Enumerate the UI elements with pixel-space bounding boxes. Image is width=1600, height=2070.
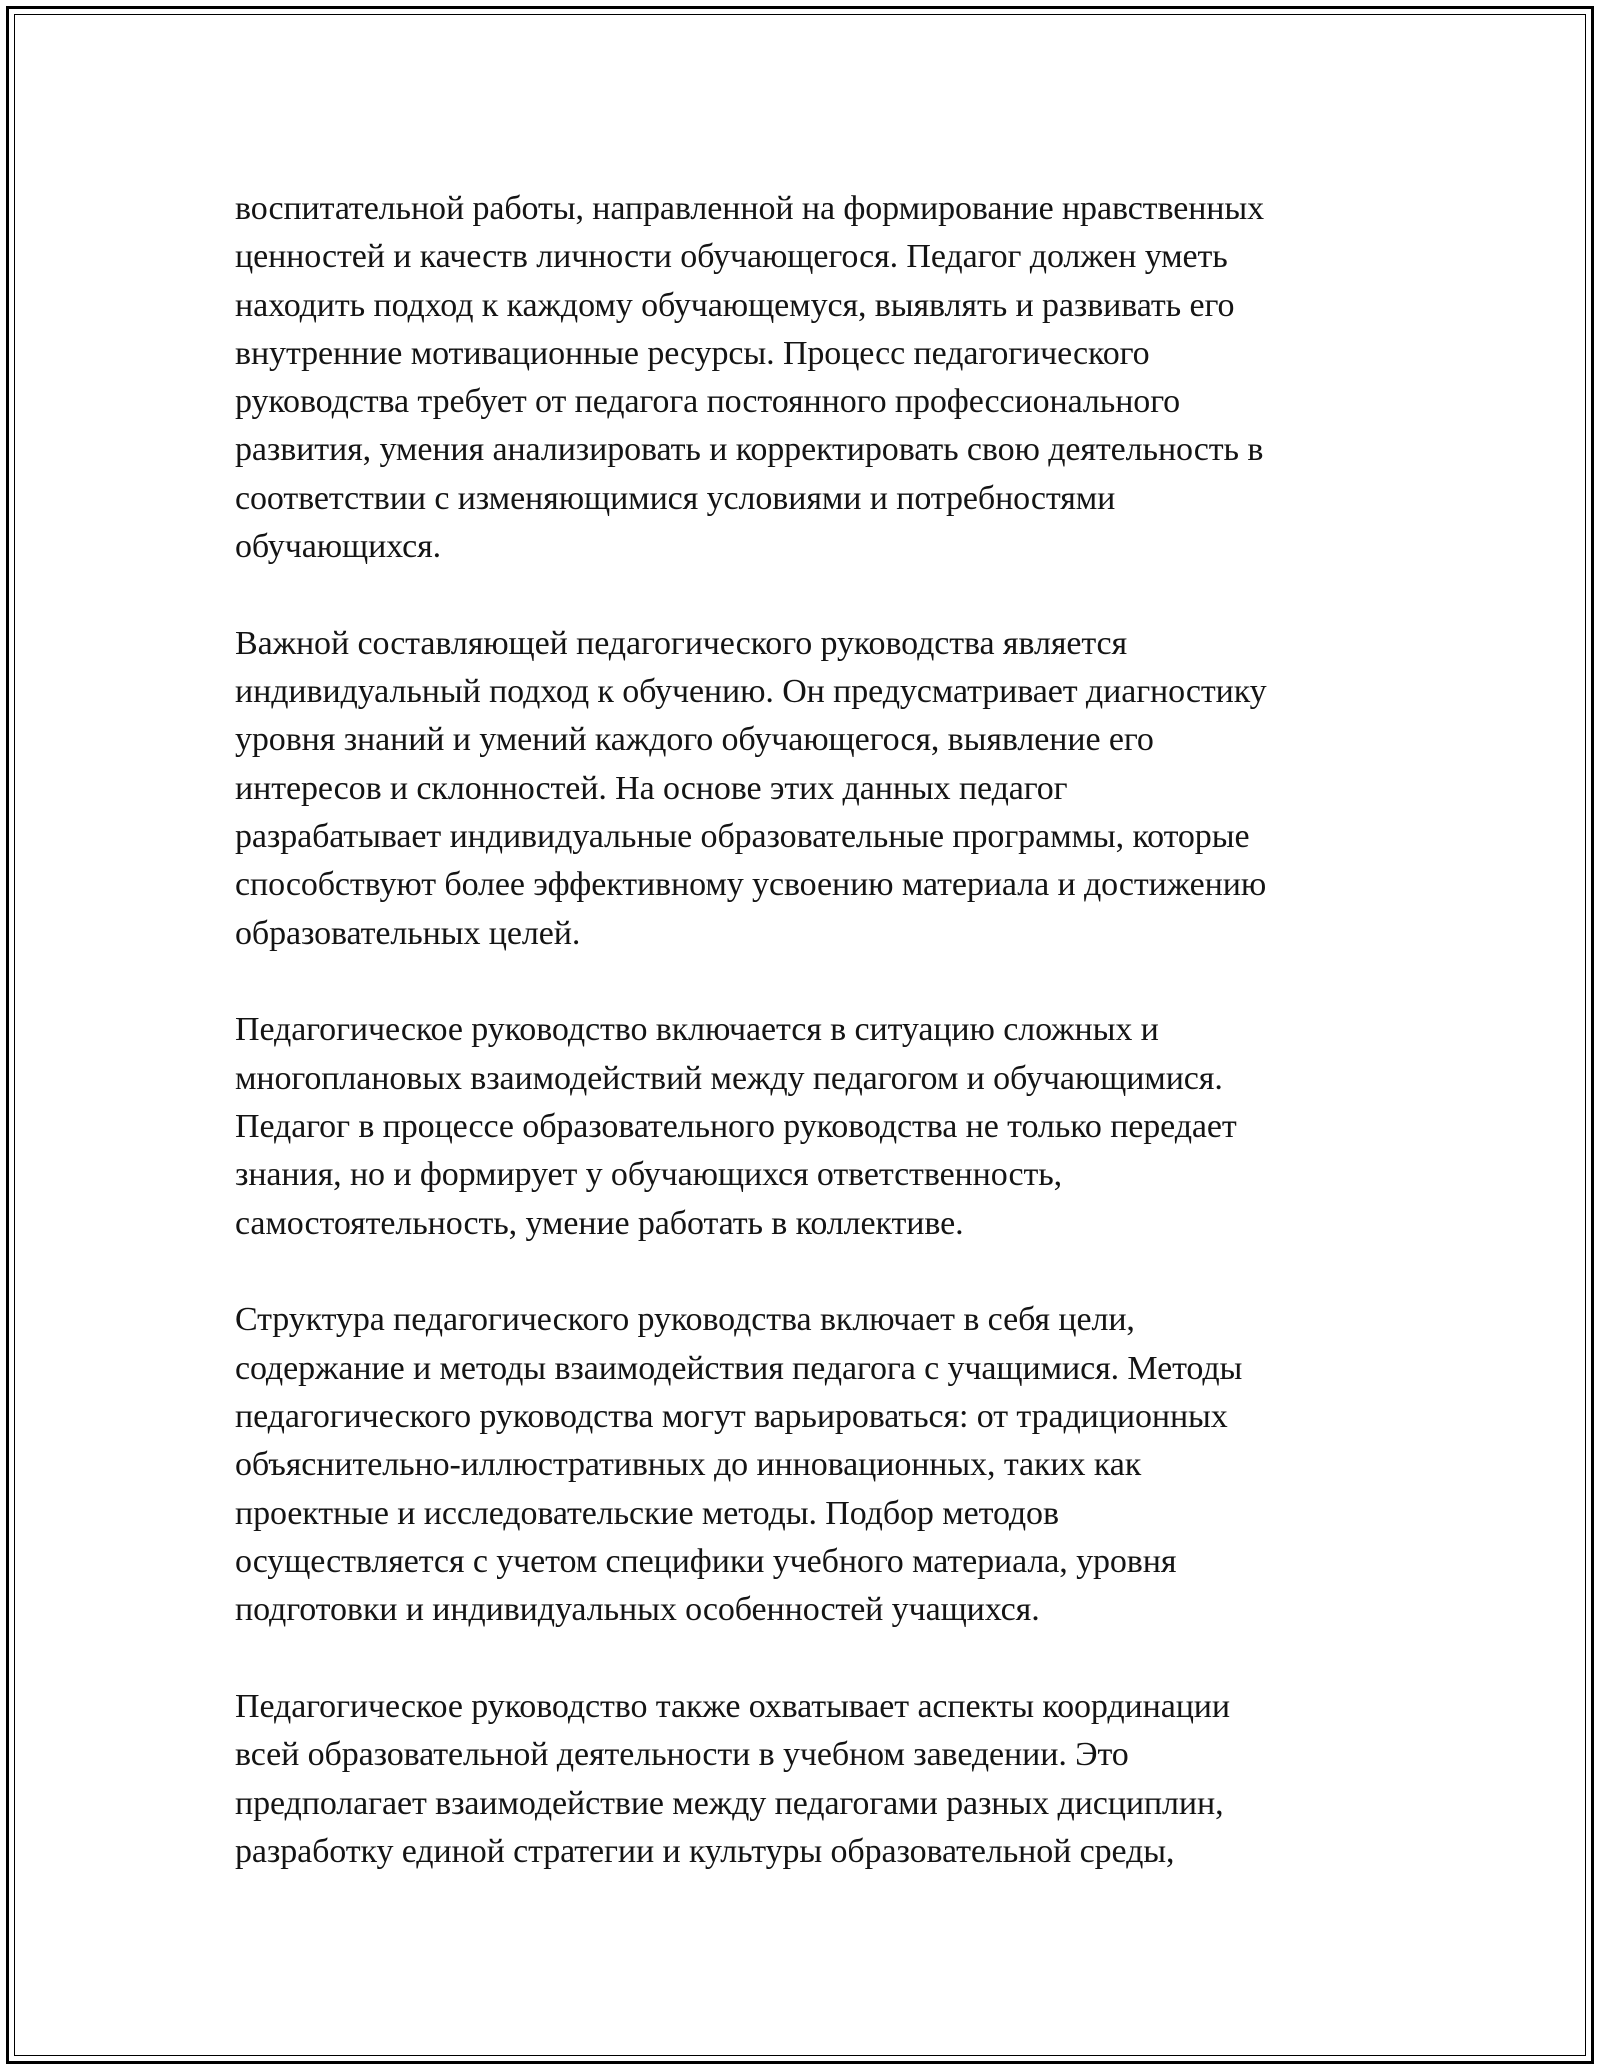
text-line: подготовки и индивидуальных особенностей учащихся.	[235, 1591, 1040, 1629]
paragraph-5	[235, 1683, 1365, 1876]
paragraph-1	[235, 185, 1365, 571]
paragraph-3	[235, 1006, 1365, 1247]
text-line: ценностей и качеств личности обучающегося. Педагог должен уметь	[235, 238, 1228, 276]
document-body	[235, 185, 1365, 1925]
text-line: Структура педагогического руководства включает в себя цели,	[235, 1301, 1135, 1339]
text-line: осуществляется с учетом специфики учебного материала, уровня	[235, 1542, 1177, 1580]
text-line: обучающихся.	[235, 528, 442, 566]
text-line: самостоятельность, умение работать в коллективе.	[235, 1204, 964, 1242]
text-line: внутренние мотивационные ресурсы. Процесс педагогического	[235, 334, 1150, 372]
text-line: развития, умения анализировать и корректировать свою деятельность в	[235, 431, 1264, 469]
paragraph-4	[235, 1296, 1365, 1634]
text-line: находить подход к каждому обучающемуся, выявлять и развивать его	[235, 286, 1235, 324]
text-line: Важной составляющей педагогического руководства является	[235, 624, 1128, 662]
text-line: способствуют более эффективному усвоению материала и достижению	[235, 866, 1267, 904]
text-line: знания, но и формирует у обучающихся ответственность,	[235, 1156, 1063, 1194]
text-line: соответствии с изменяющимися условиями и потребностями	[235, 479, 1116, 517]
text-line: содержание и методы взаимодействия педагога с учащимися. Методы	[235, 1349, 1243, 1387]
text-line: всей образовательной деятельности в учебном заведении. Это	[235, 1736, 1129, 1774]
text-line: индивидуальный подход к обучению. Он предусматривает диагностику	[235, 673, 1267, 711]
text-line: объяснительно-иллюстративных до инновационных, таких как	[235, 1446, 1142, 1484]
text-line: интересов и склонностей. На основе этих данных педагог	[235, 769, 1068, 807]
text-line: руководства требует от педагога постоянного профессионального	[235, 383, 1181, 421]
text-line: разработку единой стратегии и культуры образовательной среды,	[235, 1832, 1175, 1870]
text-line: педагогического руководства могут варьироваться: от традиционных	[235, 1398, 1228, 1436]
paragraph-2	[235, 620, 1365, 958]
text-line: Педагогическое руководство также охватывает аспекты координации	[235, 1688, 1230, 1726]
text-line: Педагогическое руководство включается в ситуацию сложных и	[235, 1011, 1159, 1049]
text-line: воспитательной работы, направленной на формирование нравственных	[235, 190, 1265, 227]
text-line: разрабатывает индивидуальные образовательные программы, которые	[235, 818, 1250, 856]
text-line: образовательных целей.	[235, 914, 581, 952]
text-line: проектные и исследовательские методы. Подбор методов	[235, 1494, 1059, 1532]
text-line: Педагог в процессе образовательного руководства не только передает	[235, 1108, 1237, 1146]
text-line: предполагает взаимодействие между педагогами разных дисциплин,	[235, 1784, 1224, 1822]
text-line: уровня знаний и умений каждого обучающегося, выявление его	[235, 721, 1154, 759]
text-line: многоплановых взаимодействий между педагогом и обучающимися.	[235, 1059, 1223, 1097]
